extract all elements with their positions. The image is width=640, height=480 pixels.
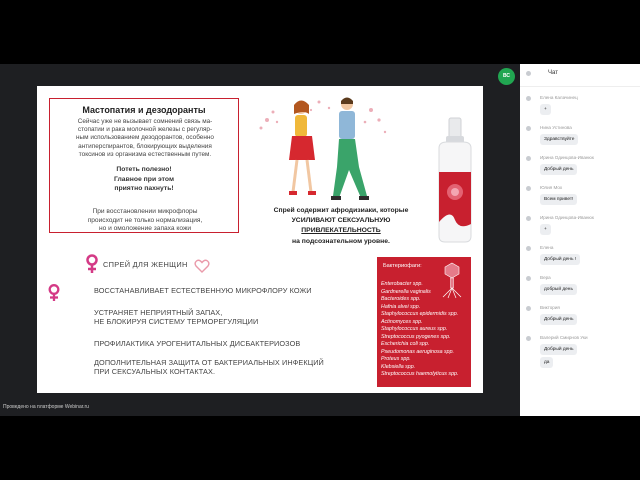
chat-message <box>520 154 640 182</box>
chat-avatar-icon <box>526 306 531 311</box>
heart-icon <box>194 258 210 274</box>
chat-message-author: Виктория <box>540 305 560 310</box>
chat-message <box>520 184 640 212</box>
chat-message-text: Добрый день ! <box>540 254 580 265</box>
bacteriophage-item: Bacteroides spp. <box>381 296 421 302</box>
benefit-item: ДОПОЛНИТЕЛЬНАЯ ЗАЩИТА ОТ БАКТЕРИАЛЬНЫХ ИНФЕКЦИЙ <box>94 358 324 367</box>
chat-message-author: Нина Устинова <box>540 125 572 130</box>
bacteriophage-item: Proteus spp. <box>381 356 411 362</box>
aphrodisiac-text <box>251 206 431 247</box>
chat-avatar-icon <box>526 126 531 131</box>
benefit-item: ВОССТАНАВЛИВАЕТ ЕСТЕСТВЕННУЮ МИКРОФЛОРУ КОЖИ <box>94 286 312 295</box>
mastopathy-footer-line: но и омоложение запаха кожи <box>98 225 192 233</box>
chat-message <box>520 244 640 272</box>
mastopathy-body-line: стопатии и рака молочной железы с регуляр- <box>77 126 213 134</box>
mastopathy-body-line: Сейчас уже не вызывает сомнений связь ма- <box>77 118 213 125</box>
benefit-item: ПРОФИЛАКТИКА УРОГЕНИТАЛЬНЫХ ДИСБАКТЕРИОЗОВ <box>94 339 301 348</box>
mastopathy-footer <box>54 208 236 234</box>
couple-illustration <box>249 92 399 207</box>
mastopathy-footer-line: При восстановлении микрофлоры <box>92 208 198 215</box>
mastopathy-body-line: токсинов из организма естественным путем. <box>78 150 212 158</box>
spray-bottle <box>429 112 481 244</box>
bacteriophage-item: Streptococcus pyogenes spp. <box>381 333 451 340</box>
chat-message-text: + <box>540 224 551 235</box>
chat-avatar-icon <box>526 216 531 221</box>
chat-message-author: Ирина Одинцова-Иванюк <box>540 215 594 220</box>
benefit-item: УСТРАНЯЕТ НЕПРИЯТНЫЙ ЗАПАХ, <box>94 308 223 317</box>
chat-avatar-icon <box>526 276 531 281</box>
benefits-list <box>94 286 354 376</box>
mastopathy-bold-line: Потеть полезно! <box>116 166 172 173</box>
chat-header <box>520 64 640 87</box>
chat-avatar-icon <box>526 336 531 341</box>
spray-line-4: на подсознательном уровне. <box>292 237 390 245</box>
chat-message <box>520 304 640 332</box>
bacteriophage-item: Escherichia coli spp. <box>381 341 430 347</box>
mastopathy-bold-line: Главное при этом <box>113 175 175 183</box>
chat-message <box>520 124 640 152</box>
bacteriophages-list <box>381 281 469 379</box>
bacteriophage-item: Streptococcus haemolyticus spp. <box>381 371 459 377</box>
mastopathy-footer-line: происходит не только нормализация, <box>87 216 203 224</box>
mastopathy-title: Мастопатия и дезодоранты <box>82 105 206 115</box>
spray-line-2: УСИЛИВАЮТ СЕКСУАЛЬНУЮ <box>291 217 391 225</box>
spray-line-1: Спрей содержит афродизиаки, которые <box>273 207 409 214</box>
bacteriophage-item: Enterobacter spp. <box>381 281 423 287</box>
presentation-slide <box>37 86 483 393</box>
mastopathy-body-line: ным использованием дезодорантов, особенно <box>76 134 214 142</box>
chat-message-author: Валерий Смирнов Уки <box>540 335 588 340</box>
chat-message-text: добрый день <box>540 284 577 295</box>
chat-message-text: Всем привет! <box>540 194 577 205</box>
mastopathy-highlight <box>50 165 238 194</box>
user-avatar[interactable]: ВС <box>498 68 515 85</box>
chat-message-text: + <box>540 104 551 115</box>
chat-message <box>520 214 640 242</box>
bacteriophage-item: Staphylococcus epidermidis spp. <box>381 311 459 317</box>
chat-message-author: Юлия Мох <box>540 185 563 190</box>
platform-credit: Проведено на платформе Webinar.ru <box>3 404 89 410</box>
spray-line-3: ПРИВЛЕКАТЕЛЬНОСТЬ <box>301 227 381 235</box>
chat-message-text: Добрый день <box>540 344 577 355</box>
benefit-item: НЕ БЛОКИРУЯ СИСТЕМУ ТЕРМОРЕГУЛЯЦИИ <box>94 317 259 326</box>
chat-message-author: Елена Калачинец <box>540 95 578 100</box>
chat-message-text: да <box>540 357 553 368</box>
bacteriophage-item: Gardnerella vaginalis <box>381 288 431 295</box>
women-spray-label: СПРЕЙ ДЛЯ ЖЕНЩИН <box>103 260 188 269</box>
bacteriophage-item: Staphylococcus aureus spp. <box>381 326 448 332</box>
webinar-stage <box>0 64 520 416</box>
chat-avatar-icon <box>526 186 531 191</box>
chat-avatar-icon <box>526 156 531 161</box>
chat-message-text: Здравствуйте <box>540 134 578 145</box>
bacteriophage-item: Klebsiella spp. <box>381 363 416 370</box>
chat-avatar-icon <box>526 96 531 101</box>
female-symbol-icon <box>85 254 99 274</box>
mastopathy-body <box>54 118 236 159</box>
mastopathy-box <box>49 98 239 233</box>
chat-message <box>520 274 640 302</box>
bacteriophage-item: Actinomyces spp. <box>381 318 423 325</box>
bacteriophage-item: Hafnia alvei spp. <box>381 303 421 310</box>
mastopathy-body-line: антиперспирантов, блокирующих выделения <box>78 142 212 150</box>
chat-message-text: Добрый день <box>540 164 577 175</box>
chat-panel <box>520 64 640 416</box>
chat-message-author: Елена <box>540 245 554 250</box>
chat-message <box>520 94 640 122</box>
bacteriophage-item: Pseudomonas aeruginosa spp. <box>381 348 455 355</box>
chat-message <box>520 334 640 365</box>
chat-avatar-icon <box>526 71 531 76</box>
mastopathy-bold-line: приятно пахнуть! <box>114 185 174 192</box>
female-symbol-icon <box>47 284 61 302</box>
bacteriophages-panel <box>377 257 471 387</box>
benefit-item: ПРИ СЕКСУАЛЬНЫХ КОНТАКТАХ. <box>94 367 216 376</box>
chat-avatar-icon <box>526 246 531 251</box>
chat-title: Чат <box>548 70 558 76</box>
chat-message-text: Добрый день <box>540 314 577 325</box>
bacteriophages-title: Бактериофаги: <box>383 263 422 269</box>
chat-message-author: Вера <box>540 275 551 280</box>
chat-message-author: Ирина Одинцова-Иванюк <box>540 155 594 160</box>
